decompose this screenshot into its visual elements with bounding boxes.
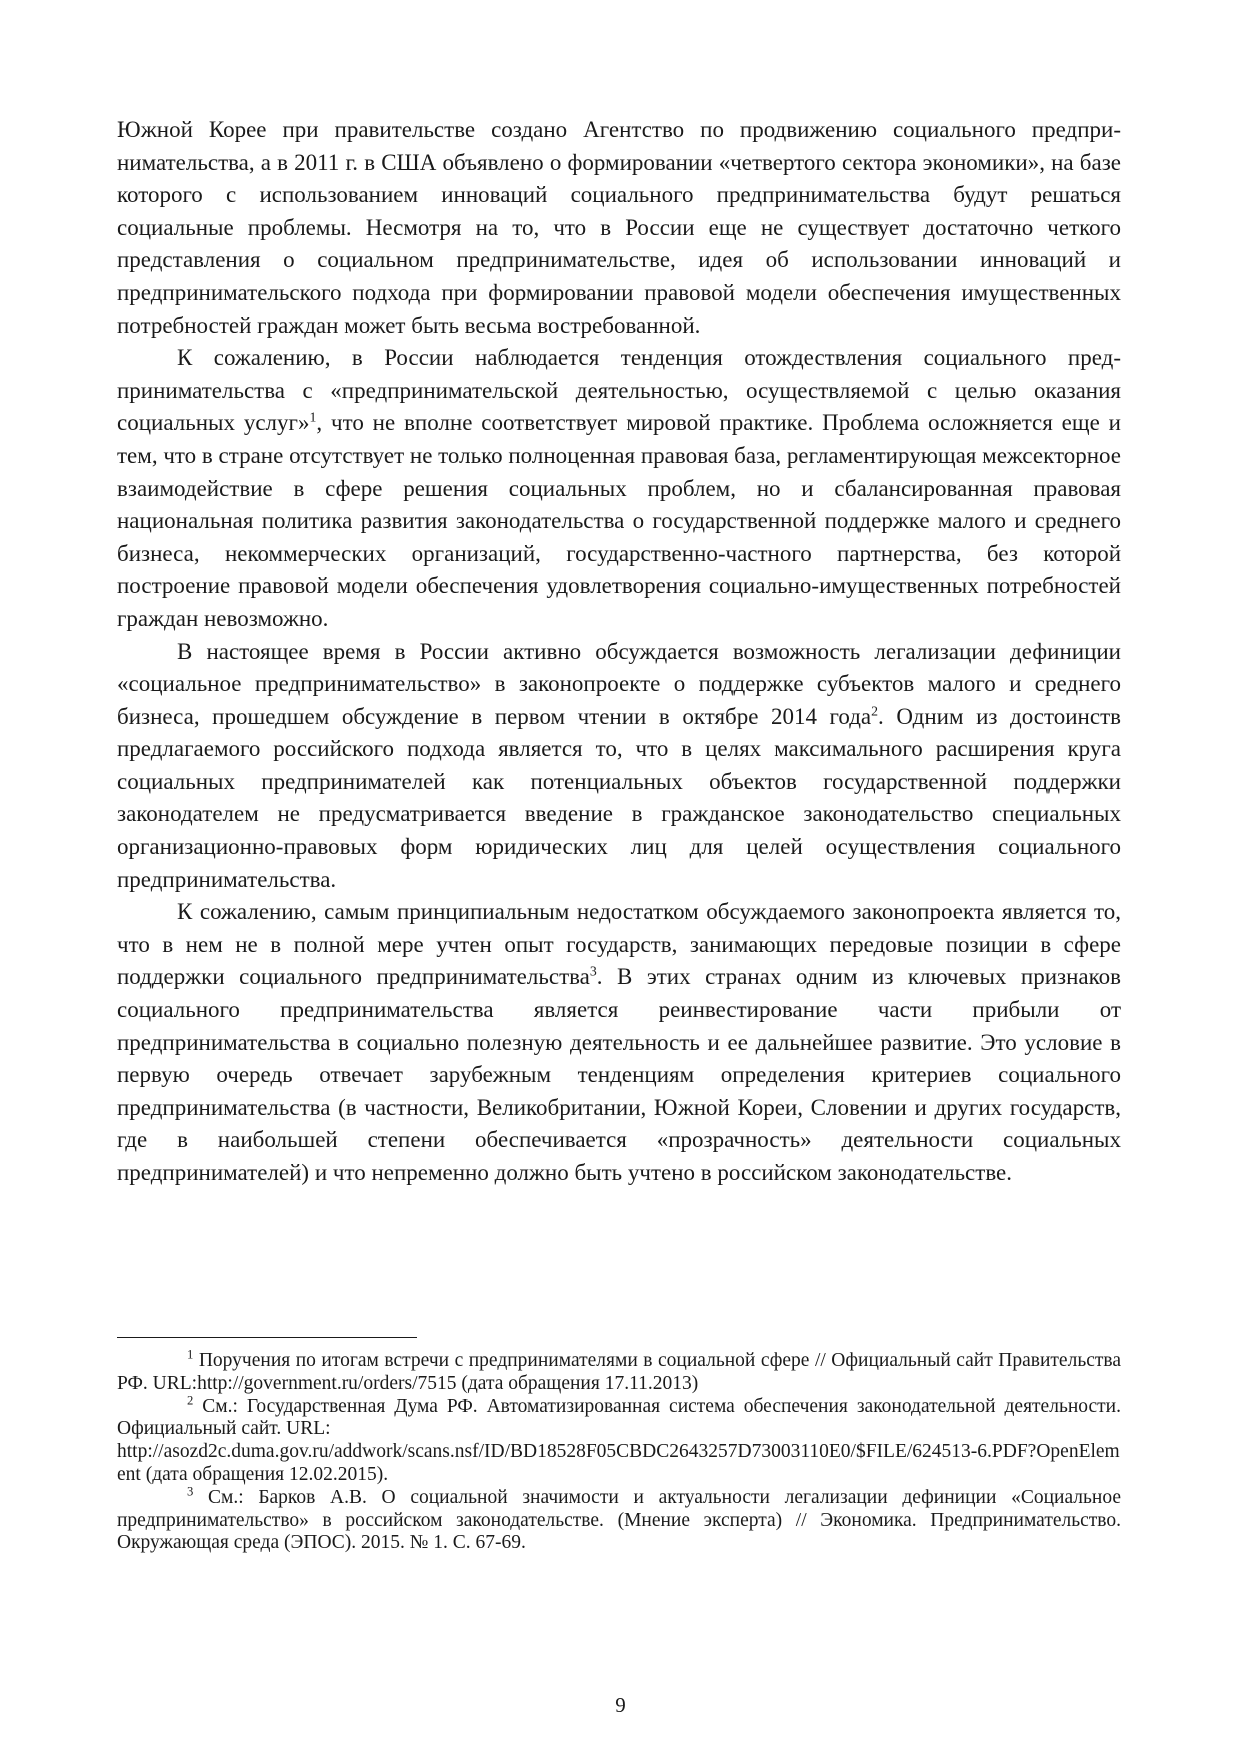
- footnote-3-text: См.: Барков А.В. О социальной значимости и актуальности легализации дефиниции «Социальное предпринимательство» в российском законодательстве. (Мнение эксперта) // Экономика. Предпринимательство. Окружающая среда (ЭПОС). 2015. № 1. С. 67-69.: [117, 1486, 1121, 1554]
- paragraph-4-text-b: . В этих странах одним из ключевых признаков социального предпринимательства является реинвестирование части прибыли от предпринимательства в социально полезную деятельность и ее дальнейшее развитие. Это условие в первую очередь отвечает зарубежным тенденциям определения критериев социального предпринимательства (в частности, Великобритании, Южной Кореи, Словении и других государств, где в наибольшей степени обеспечивается «прозрачность» деятельности социальных предпринимателей) и что непременно должно быть учтено в российском законодательстве.: [117, 964, 1122, 1185]
- paragraph-2-text-b: , что не вполне соответствует мировой практике. Проблема осложняется еще и тем, что в стране отсутствует не только полноценная правовая база, регламентирующая межсекторное взаимодействие в сфере решения социальных проблем, но и сбалансированная правовая национальная политика развития законодательства о государственной поддержке малого и среднего бизнеса, некоммерческих организаций, государственно-частного партнерства, без которой построение правовой модели обеспечения удовлетворения социально-имущественных потребностей граждан невозможно.: [117, 410, 1121, 631]
- footnote-3: [117, 1484, 1121, 1555]
- footnote-ref-3[interactable]: 3: [589, 963, 597, 979]
- paragraph-3-text-a: В настоящее время в России активно обсуждается возможность легализации дефиниции «социальное предпринимательство» в законопроекте о поддержке субъектов малого и среднего бизнеса, прошедшем обсуждение в первом чтении в октябре 2014 года: [117, 638, 1121, 729]
- footnote-2-text: См.: Государственная Дума РФ. Автоматизированная система обеспечения законодательной деятельности. Официальный сайт. URL:: [117, 1395, 1121, 1440]
- footnote-ref-1[interactable]: 1: [309, 409, 317, 425]
- paragraph-1: Южной Корее при правительстве создано Агентство по продвижению социального предпринимательства, а в 2011 г. в США объявлено о формировании «четвертого сектора экономики», на базе которого с использованием инноваций социального предпринимательства будут решаться социальные проблемы. Несмотря на то, что в России еще не существует достаточно четкого представления о социальном предпринимательстве, идея об использовании инноваций и предпринимательского подхода при формировании правовой модели обеспечения имущественных потребностей граждан может быть весьма востребованной.: [117, 117, 1121, 338]
- paragraph-4-text-a: К сожалению, самым принципиальным недостатком обсуждаемого законопроекта является то, что в нем не в полной мере учтен опыт государств, занимающих передовые позиции в сфере поддержки социального предпринимательства: [117, 899, 1121, 990]
- footnote-2-number: 2: [187, 1393, 194, 1408]
- footnote-2: [117, 1393, 1121, 1442]
- page-number: 9: [615, 1693, 626, 1717]
- footnote-1-number: 1: [187, 1347, 194, 1362]
- paragraph-2: [117, 342, 1121, 635]
- main-text: [117, 114, 1121, 1190]
- paragraph-4: [117, 896, 1121, 1189]
- footnote-1: [117, 1347, 1121, 1396]
- footnote-separator: [117, 1337, 417, 1338]
- footnote-1-text: Поручения по итогам встречи с предпринимателями в социальной сфере // Официальный сайт Правительства РФ. URL:http://government.ru/orders/7515 (дата обращения 17.11.2013): [117, 1350, 1121, 1394]
- footnote-ref-2[interactable]: 2: [871, 703, 879, 719]
- paragraph-3: [117, 636, 1121, 897]
- footnote-2-url[interactable]: http://asozd2c.duma.gov.ru/addwork/scans.nsf/ID/BD18528F05CBDC2643257D73003110E0/$FILE/624513-6.PDF?OpenElement (дата обращения 12.02.2015).: [117, 1441, 1120, 1485]
- footnote-3-number: 3: [187, 1484, 194, 1499]
- footnotes: [117, 1347, 1121, 1555]
- paragraph-2-text-a: К сожалению, в России наблюдается тенденция отождествления социального предпринимательства с «предпринимательской деятельностью, осуществляемой с целью оказания социальных услуг»: [117, 345, 1121, 436]
- paragraph-3-text-b: . Одним из достоинств предлагаемого российского подхода является то, что в целях максимального расширения круга социальных предпринимателей как потенциальных объектов государственной поддержки законодателем не предусматривается введение в гражданское законодательство специальных организационно-правовых форм юридических лиц для целей осуществления социального предпринимательства.: [117, 703, 1121, 892]
